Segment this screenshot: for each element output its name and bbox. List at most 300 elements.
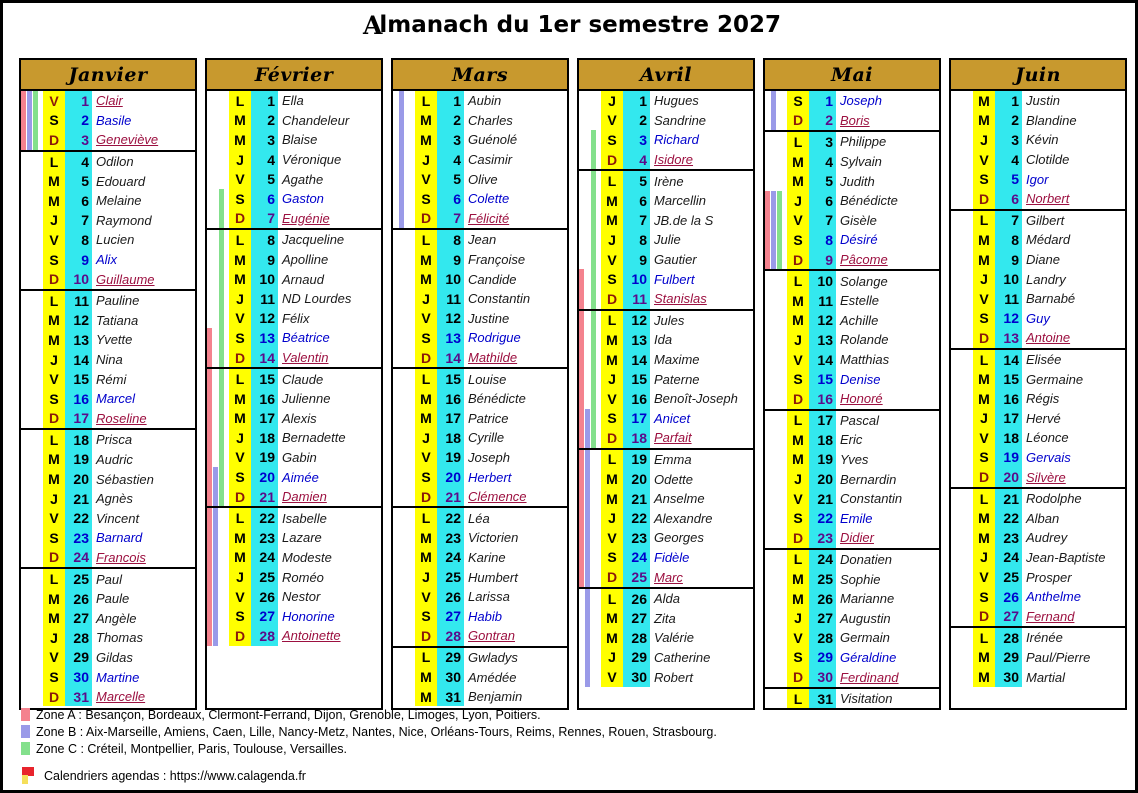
zone-spacer xyxy=(963,428,968,448)
weeks-list xyxy=(21,91,195,706)
day-number: 9 xyxy=(623,250,650,270)
day-cell[interactable] xyxy=(765,91,939,111)
day-cell[interactable] xyxy=(21,409,195,429)
zone-stripes xyxy=(207,111,229,131)
saint-name: Marianne xyxy=(836,589,939,609)
day-cell[interactable] xyxy=(207,389,381,409)
zone-spacer xyxy=(591,589,596,609)
zone-stripes xyxy=(393,250,415,270)
day-cell[interactable] xyxy=(951,309,1125,329)
zone-stripes xyxy=(21,648,43,668)
day-cell[interactable] xyxy=(393,111,567,131)
day-cell[interactable] xyxy=(765,211,939,231)
day-cell[interactable] xyxy=(207,328,381,348)
day-cell[interactable] xyxy=(579,311,753,331)
day-cell[interactable] xyxy=(765,450,939,470)
day-cell[interactable] xyxy=(393,528,567,548)
day-cell[interactable] xyxy=(393,289,567,309)
day-cell[interactable] xyxy=(21,250,195,270)
zone-spacer xyxy=(399,369,404,389)
zone-spacer xyxy=(399,567,404,587)
zone-spacer xyxy=(963,467,968,487)
day-cell[interactable] xyxy=(579,91,753,111)
zone-spacer xyxy=(585,311,590,331)
zone-stripes xyxy=(21,469,43,489)
day-cell[interactable] xyxy=(579,469,753,489)
saint-name: Gontran xyxy=(464,626,567,646)
zone-stripes xyxy=(393,508,415,528)
day-cell[interactable] xyxy=(393,606,567,626)
day-of-week: D xyxy=(229,209,251,229)
day-cell[interactable] xyxy=(207,448,381,468)
day-cell[interactable] xyxy=(21,350,195,370)
day-of-week: D xyxy=(973,328,995,348)
day-cell[interactable] xyxy=(21,291,195,311)
day-cell[interactable] xyxy=(21,111,195,131)
day-cell[interactable] xyxy=(207,428,381,448)
day-cell[interactable] xyxy=(207,189,381,209)
day-cell[interactable] xyxy=(765,389,939,409)
day-cell[interactable] xyxy=(765,608,939,628)
day-cell[interactable] xyxy=(579,589,753,609)
day-cell[interactable] xyxy=(579,608,753,628)
day-cell[interactable] xyxy=(21,130,195,150)
day-cell[interactable] xyxy=(579,567,753,587)
day-cell[interactable] xyxy=(765,191,939,211)
zone-spacer xyxy=(405,389,410,409)
day-cell[interactable] xyxy=(579,528,753,548)
zone-c-stripe xyxy=(591,350,596,370)
day-cell[interactable] xyxy=(393,487,567,507)
day-cell[interactable] xyxy=(393,91,567,111)
day-cell[interactable] xyxy=(393,209,567,229)
day-cell[interactable] xyxy=(765,291,939,311)
day-cell[interactable] xyxy=(21,430,195,450)
day-cell[interactable] xyxy=(951,628,1125,648)
day-cell[interactable] xyxy=(765,230,939,250)
day-cell[interactable] xyxy=(579,667,753,687)
day-cell[interactable] xyxy=(393,567,567,587)
day-cell[interactable] xyxy=(951,350,1125,370)
day-cell[interactable] xyxy=(207,626,381,646)
day-cell[interactable] xyxy=(21,569,195,589)
zone-c-stripe xyxy=(591,211,596,231)
day-cell[interactable] xyxy=(207,548,381,568)
day-cell[interactable] xyxy=(765,152,939,172)
day-of-week: L xyxy=(43,152,65,172)
saint-name: Lucien xyxy=(92,230,195,250)
zone-spacer xyxy=(585,91,590,111)
day-cell[interactable] xyxy=(21,628,195,648)
day-number: 25 xyxy=(251,567,278,587)
day-cell[interactable] xyxy=(207,289,381,309)
zone-spacer xyxy=(963,211,968,231)
saint-name: Bernardin xyxy=(836,469,939,489)
day-cell[interactable] xyxy=(579,171,753,191)
day-cell[interactable] xyxy=(951,587,1125,607)
day-cell[interactable] xyxy=(207,309,381,329)
day-cell[interactable] xyxy=(21,450,195,470)
zone-b-stripe xyxy=(771,191,776,211)
zone-stripes xyxy=(21,152,43,172)
day-cell[interactable] xyxy=(765,508,939,528)
day-cell[interactable] xyxy=(393,369,567,389)
day-cell[interactable] xyxy=(951,211,1125,231)
day-cell[interactable] xyxy=(579,269,753,289)
zone-spacer xyxy=(27,369,32,389)
day-cell[interactable] xyxy=(579,191,753,211)
day-cell[interactable] xyxy=(393,508,567,528)
day-cell[interactable] xyxy=(765,369,939,389)
day-cell[interactable] xyxy=(765,271,939,291)
day-of-week: L xyxy=(787,550,809,570)
day-cell[interactable] xyxy=(765,330,939,350)
day-cell[interactable] xyxy=(951,130,1125,150)
day-cell[interactable] xyxy=(951,91,1125,111)
day-cell[interactable] xyxy=(579,330,753,350)
day-cell[interactable] xyxy=(951,409,1125,429)
day-cell[interactable] xyxy=(207,528,381,548)
weeks-list xyxy=(765,91,939,708)
zone-spacer xyxy=(963,269,968,289)
day-cell[interactable] xyxy=(21,171,195,191)
zone-spacer xyxy=(777,508,782,528)
day-cell[interactable] xyxy=(951,111,1125,131)
day-cell[interactable] xyxy=(393,328,567,348)
zone-a-stripe xyxy=(207,328,212,348)
zone-spacer xyxy=(27,687,32,707)
day-cell[interactable] xyxy=(207,269,381,289)
zone-stripes xyxy=(579,171,601,191)
day-cell[interactable] xyxy=(951,328,1125,348)
day-cell[interactable] xyxy=(393,230,567,250)
day-cell[interactable] xyxy=(393,348,567,368)
day-cell[interactable] xyxy=(393,428,567,448)
zone-spacer xyxy=(765,152,770,172)
zone-stripes xyxy=(21,589,43,609)
day-cell[interactable] xyxy=(951,448,1125,468)
day-cell[interactable] xyxy=(951,289,1125,309)
day-cell[interactable] xyxy=(579,130,753,150)
saint-name: Clotilde xyxy=(1022,150,1125,170)
saint-name: Gilbert xyxy=(1022,211,1125,231)
day-cell[interactable] xyxy=(21,489,195,509)
page-title xyxy=(3,12,1138,38)
zone-stripes xyxy=(765,171,787,191)
day-cell[interactable] xyxy=(765,350,939,370)
day-of-week: M xyxy=(43,171,65,191)
day-number: 30 xyxy=(65,667,92,687)
day-cell[interactable] xyxy=(951,250,1125,270)
day-cell[interactable] xyxy=(393,687,567,707)
day-of-week: M xyxy=(415,687,437,707)
zone-spacer xyxy=(957,508,962,528)
saint-name: Clémence xyxy=(464,487,567,507)
day-cell[interactable] xyxy=(207,250,381,270)
saint-name: Pascal xyxy=(836,411,939,431)
day-cell[interactable] xyxy=(21,548,195,568)
day-cell[interactable] xyxy=(21,528,195,548)
day-cell[interactable] xyxy=(579,250,753,270)
day-cell[interactable] xyxy=(207,91,381,111)
day-cell[interactable] xyxy=(21,369,195,389)
zone-c-stripe xyxy=(219,369,224,389)
day-cell[interactable] xyxy=(207,467,381,487)
day-cell[interactable] xyxy=(393,269,567,289)
day-number: 2 xyxy=(251,111,278,131)
day-cell[interactable] xyxy=(207,508,381,528)
day-cell[interactable] xyxy=(207,487,381,507)
day-cell[interactable] xyxy=(21,269,195,289)
zone-spacer xyxy=(213,111,218,131)
day-cell[interactable] xyxy=(207,130,381,150)
saint-name: Melaine xyxy=(92,191,195,211)
zone-spacer xyxy=(21,528,26,548)
saint-name: Olive xyxy=(464,169,567,189)
day-of-week: M xyxy=(973,667,995,687)
day-cell[interactable] xyxy=(951,150,1125,170)
day-cell[interactable] xyxy=(21,230,195,250)
zone-spacer xyxy=(393,428,398,448)
day-cell[interactable] xyxy=(765,430,939,450)
day-cell[interactable] xyxy=(765,550,939,570)
day-cell[interactable] xyxy=(207,169,381,189)
zone-spacer xyxy=(405,409,410,429)
day-number: 5 xyxy=(251,169,278,189)
day-cell[interactable] xyxy=(21,469,195,489)
day-cell[interactable] xyxy=(21,589,195,609)
day-cell[interactable] xyxy=(765,250,939,270)
day-cell[interactable] xyxy=(393,189,567,209)
zone-spacer xyxy=(21,171,26,191)
day-cell[interactable] xyxy=(579,389,753,409)
day-cell[interactable] xyxy=(207,606,381,626)
day-cell[interactable] xyxy=(951,606,1125,626)
day-cell[interactable] xyxy=(951,667,1125,687)
day-cell[interactable] xyxy=(393,587,567,607)
zone-a-stripe xyxy=(579,450,584,470)
day-cell[interactable] xyxy=(21,211,195,231)
zone-spacer xyxy=(951,91,956,111)
day-cell[interactable] xyxy=(21,667,195,687)
zone-spacer xyxy=(219,150,224,170)
day-cell[interactable] xyxy=(579,648,753,668)
day-cell[interactable] xyxy=(765,569,939,589)
months-container xyxy=(19,58,1127,710)
day-cell[interactable] xyxy=(579,409,753,429)
zone-stripes xyxy=(393,667,415,687)
zone-stripes xyxy=(765,411,787,431)
day-cell[interactable] xyxy=(21,648,195,668)
zone-stripes xyxy=(579,608,601,628)
saint-name: Catherine xyxy=(650,648,753,668)
zone-spacer xyxy=(393,409,398,429)
day-cell[interactable] xyxy=(765,528,939,548)
day-cell[interactable] xyxy=(579,489,753,509)
day-cell[interactable] xyxy=(393,250,567,270)
day-cell[interactable] xyxy=(393,130,567,150)
day-of-week: M xyxy=(787,450,809,470)
day-cell[interactable] xyxy=(765,411,939,431)
day-of-week: D xyxy=(787,667,809,687)
zone-spacer xyxy=(957,328,962,348)
day-cell[interactable] xyxy=(765,171,939,191)
zone-spacer xyxy=(213,269,218,289)
day-cell[interactable] xyxy=(579,428,753,448)
day-cell[interactable] xyxy=(21,508,195,528)
zone-spacer xyxy=(399,528,404,548)
week-row xyxy=(765,550,939,689)
zone-spacer xyxy=(219,111,224,131)
day-cell[interactable] xyxy=(207,150,381,170)
day-cell[interactable] xyxy=(393,667,567,687)
day-number: 28 xyxy=(251,626,278,646)
day-cell[interactable] xyxy=(393,467,567,487)
day-of-week: L xyxy=(787,411,809,431)
zone-spacer xyxy=(771,469,776,489)
day-cell[interactable] xyxy=(393,409,567,429)
zone-stripes xyxy=(579,289,601,309)
zone-spacer xyxy=(963,309,968,329)
day-cell[interactable] xyxy=(579,450,753,470)
zone-spacer xyxy=(399,289,404,309)
zone-spacer xyxy=(207,269,212,289)
day-cell[interactable] xyxy=(765,311,939,331)
month-mai xyxy=(763,58,941,710)
day-cell[interactable] xyxy=(393,150,567,170)
day-cell[interactable] xyxy=(951,528,1125,548)
day-cell[interactable] xyxy=(951,567,1125,587)
zone-stripes xyxy=(765,211,787,231)
day-cell[interactable] xyxy=(765,469,939,489)
day-cell[interactable] xyxy=(951,230,1125,250)
day-cell[interactable] xyxy=(579,548,753,568)
day-cell[interactable] xyxy=(579,289,753,309)
day-cell[interactable] xyxy=(951,648,1125,668)
day-cell[interactable] xyxy=(207,409,381,429)
day-cell[interactable] xyxy=(207,369,381,389)
day-cell[interactable] xyxy=(207,567,381,587)
day-cell[interactable] xyxy=(765,132,939,152)
day-cell[interactable] xyxy=(393,548,567,568)
zone-stripes xyxy=(765,389,787,409)
zone-spacer xyxy=(405,150,410,170)
day-cell[interactable] xyxy=(951,189,1125,209)
day-cell[interactable] xyxy=(579,628,753,648)
day-cell[interactable] xyxy=(765,589,939,609)
zone-spacer xyxy=(399,309,404,329)
saint-name: Béatrice xyxy=(278,328,381,348)
saint-name: Antoine xyxy=(1022,328,1125,348)
zone-spacer xyxy=(207,111,212,131)
day-cell[interactable] xyxy=(393,648,567,668)
day-cell[interactable] xyxy=(21,687,195,707)
zone-spacer xyxy=(33,350,38,370)
zone-spacer xyxy=(777,430,782,450)
day-cell[interactable] xyxy=(951,169,1125,189)
zone-stripes xyxy=(393,687,415,707)
zone-spacer xyxy=(777,569,782,589)
day-cell[interactable] xyxy=(951,269,1125,289)
day-cell[interactable] xyxy=(579,508,753,528)
zone-stripes xyxy=(21,389,43,409)
day-cell[interactable] xyxy=(21,152,195,172)
day-cell[interactable] xyxy=(393,626,567,646)
day-cell[interactable] xyxy=(207,111,381,131)
day-cell[interactable] xyxy=(951,508,1125,528)
zone-spacer xyxy=(213,91,218,111)
zone-spacer xyxy=(21,230,26,250)
day-cell[interactable] xyxy=(765,628,939,648)
day-of-week: M xyxy=(787,589,809,609)
day-cell[interactable] xyxy=(579,230,753,250)
day-cell[interactable] xyxy=(21,191,195,211)
day-cell[interactable] xyxy=(579,150,753,170)
saint-name: Augustin xyxy=(836,608,939,628)
day-cell[interactable] xyxy=(951,369,1125,389)
zone-stripes xyxy=(765,667,787,687)
day-cell[interactable] xyxy=(207,230,381,250)
day-of-week: V xyxy=(43,508,65,528)
day-cell[interactable] xyxy=(951,467,1125,487)
day-cell[interactable] xyxy=(393,169,567,189)
zone-spacer xyxy=(219,587,224,607)
day-cell[interactable] xyxy=(951,548,1125,568)
day-cell[interactable] xyxy=(21,330,195,350)
week-row xyxy=(393,369,567,508)
day-cell[interactable] xyxy=(393,448,567,468)
day-of-week: V xyxy=(229,309,251,329)
day-cell[interactable] xyxy=(765,648,939,668)
day-cell[interactable] xyxy=(393,389,567,409)
zone-stripes xyxy=(579,648,601,668)
day-cell[interactable] xyxy=(579,111,753,131)
day-cell[interactable] xyxy=(207,587,381,607)
zone-spacer xyxy=(957,230,962,250)
day-cell[interactable] xyxy=(207,209,381,229)
day-cell[interactable] xyxy=(579,369,753,389)
day-cell[interactable] xyxy=(21,608,195,628)
day-of-week: M xyxy=(229,548,251,568)
day-cell[interactable] xyxy=(579,350,753,370)
day-cell[interactable] xyxy=(393,309,567,329)
day-cell[interactable] xyxy=(207,348,381,368)
month-janvier xyxy=(19,58,197,710)
zone-stripes xyxy=(393,428,415,448)
day-cell[interactable] xyxy=(21,91,195,111)
saint-name: Joseph xyxy=(836,91,939,111)
day-cell[interactable] xyxy=(21,389,195,409)
day-number: 19 xyxy=(623,450,650,470)
saint-name: Benoît-Joseph xyxy=(650,389,753,409)
day-cell[interactable] xyxy=(951,428,1125,448)
day-cell[interactable] xyxy=(951,489,1125,509)
day-cell[interactable] xyxy=(765,489,939,509)
day-cell[interactable] xyxy=(951,389,1125,409)
day-of-week: M xyxy=(973,369,995,389)
zone-spacer xyxy=(393,230,398,250)
zone-spacer xyxy=(951,269,956,289)
zone-c-stripe xyxy=(591,289,596,309)
day-cell[interactable] xyxy=(765,111,939,131)
zone-stripes xyxy=(393,528,415,548)
day-cell[interactable] xyxy=(579,211,753,231)
week-row xyxy=(579,91,753,171)
zone-b-stripe xyxy=(585,608,590,628)
day-cell[interactable] xyxy=(765,667,939,687)
day-cell[interactable] xyxy=(21,311,195,331)
saint-name: Audrey xyxy=(1022,528,1125,548)
